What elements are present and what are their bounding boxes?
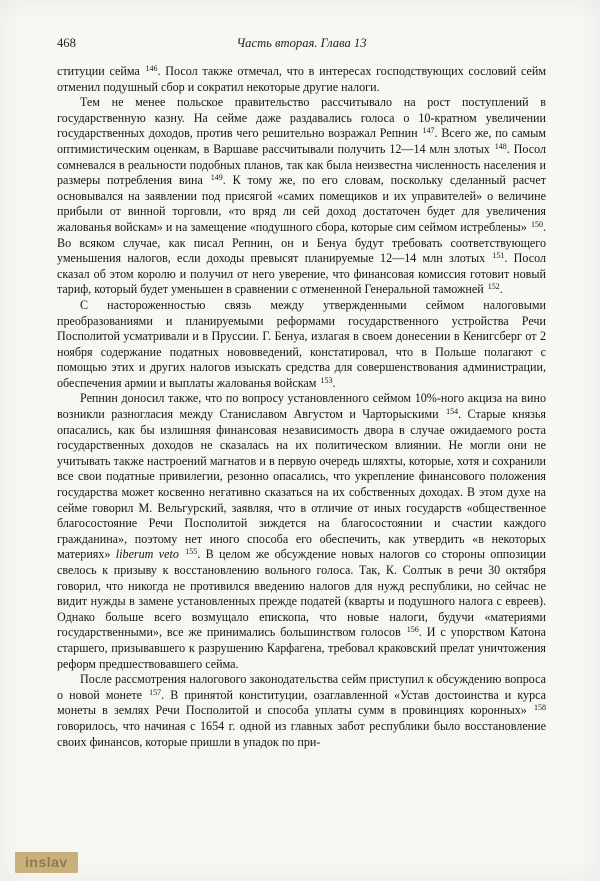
footnote-ref: 147 xyxy=(422,126,435,136)
paragraph: Тем не менее польское правительство рассчитывало на рост поступлений в государственную казну. На сейме даже раздавались голоса о 10-кратном увеличении государственных доходов, против чего решительно возражал Репнин $^{147}$. Всего же, по самым оптимистическим оценкам, в Варшаве рассчитывали получить 12—14 млн злотых $^{148}$. Посол сомневался в реальности подобных планов, так как была неизвестна численность населения и размеры потребления вина $^{149}$. К тому же, по его словам, поскольку сделанный расчет основывался на заявлении под присягой «самих помещиков и их управителей» о величине прибыли от винной торговли, «то вряд ли сей доход достаточен будет для увеличения жалованья войскам» и на замещение «подушного сбора, которые сим сеймом истреблены» $^{150}$. Во всяком случае, как писал Репнин, он и Бенуа будут требовать соответствующего уменьшения налогов, если доходы превысят планируемые 12—14 млн злотых $^{151}$. Посол сказал об этом королю и получил от него уверение, что финансовая комиссия готовит новый тариф, который будет уменьшен в сравнении с отмененной Генеральной таможней $^{152}$. xyxy=(57,95,547,297)
footnote-ref: 157 xyxy=(149,687,162,697)
footnote-ref: 152 xyxy=(487,282,500,292)
page-number: 468 xyxy=(57,36,76,50)
footnote-ref: 146 xyxy=(145,64,158,73)
running-header xyxy=(57,36,546,53)
footnote-ref: 158 xyxy=(534,703,546,713)
paragraph: Репнин доносил также, что по вопросу установленного сеймом 10%-ного акциза на вино возникли разногласия между Станиславом Августом и Чарторыскими $^{154}$. Старые князья опасались, как бы излишняя финансовая независимость двора в случае ожидаемого роста государственных доходов не сказалась на их политическом влиянии. Не могли они не учитывать также настроений магнатов и в первую очередь шляхты, которые, хотя и сохранили все свои податные привилегии, резонно опасались, что укрепление финансового положения государства может косвенно негативно сказаться на их собственных доходах. В этом духе на сейме говорил М. Вельгурский, заявляя, что в отличие от иных государств «общественное благосостояние Речи Посполитой зиждется на благосостоянии и счастии каждого гражданина», поэтому нет иного способа его обеспечить, как утвердить «в некоторых материях» liberum veto $^{155}$. В целом же обсуждение новых налогов со стороны оппозиции свелось к призыву к восстановлению вольного голоса. Так, К. Солтык в речи 30 октября говорил, что никогда не противился введению налогов для нужд республики, но сейчас не видит нужды в замене установленных прежде податей (кварты и подушного налога с евреев). Однако больше всего возмущало епископа, что новые налоги, будучи «материями государственными», все же принимались большинством голосов $^{156}$. И с упорством Катона старшего, призывавшего к разрушению Карфагена, требовал краковский прелат уничтожения реформ предшествовавшего сейма. xyxy=(57,391,546,671)
running-title: Часть вторая. Глава 13 xyxy=(236,36,367,50)
footnote-ref: 150 xyxy=(530,219,543,229)
page-body-text xyxy=(57,64,546,750)
footnote-ref: 148 xyxy=(494,141,507,151)
paragraph: После рассмотрения налогового законодательства сейм приступил к обсуждению вопроса о новой монете $^{157}$. В принятой конституции, озаглавленной «Устав достоинства и курса монеты в землях Речи Посполитой и способа уплаты сумм в провинциях коронных» $^{158}$ говорилось, что начиная с 1654 г. одной из главных забот республики было восстановление своих финансов, которые пришли в упадок по при- xyxy=(57,672,546,749)
footnote-ref: 149 xyxy=(210,173,223,183)
watermark-stamp: inslav xyxy=(15,852,78,873)
latin-phrase: liberum veto xyxy=(115,547,179,562)
footnote-ref: 151 xyxy=(492,251,505,261)
footnote-ref: 156 xyxy=(406,625,419,635)
footnote-ref: 154 xyxy=(446,407,459,417)
paragraph: С настороженностью связь между утвержденными сеймом налоговыми преобразованиями и планируемыми реформами государственного устройства Речи Посполитой усматривали и в Пруссии. Г. Бенуа, излагая в своем донесении в Кенигсберг от 2 ноября содержание податных нововведений, констатировал, что в Польше полагают с помощью этих и других налогов изыскать средства для совершенствования администрации, обеспечения армии и выплаты жалованья войскам $^{153}$. xyxy=(57,297,546,390)
footnote-ref: 155 xyxy=(185,547,198,557)
footnote-ref: 153 xyxy=(320,375,333,385)
paragraph: ституции сейма $^{146}$. Посол также отмечал, что в интересах господствующих сословий сейм отменил подушный сбор и сократил некоторые другие налоги. xyxy=(57,64,546,94)
